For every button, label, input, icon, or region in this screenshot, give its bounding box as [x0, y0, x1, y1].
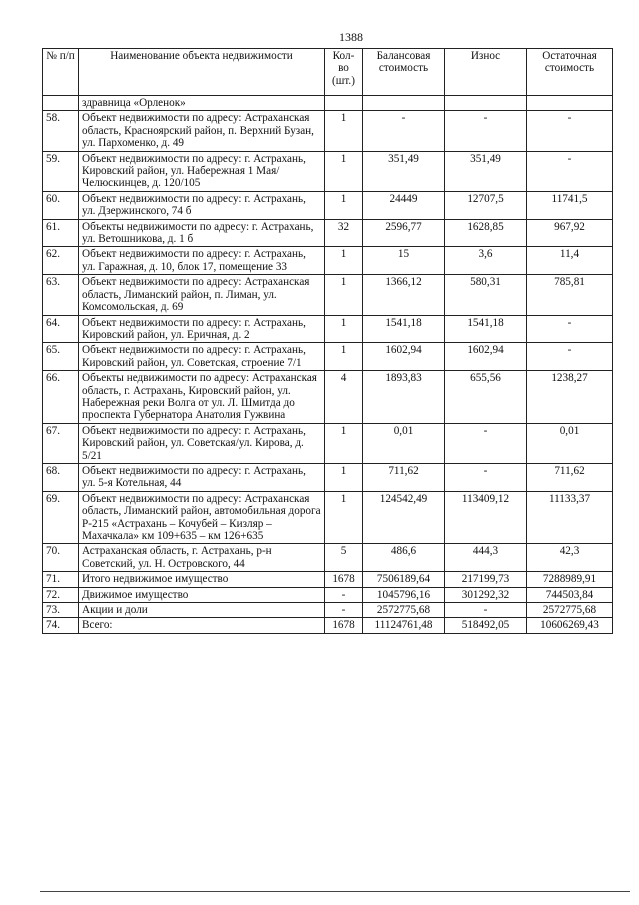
cell-qty: 1 — [325, 491, 363, 544]
cell-balance: 711,62 — [363, 463, 445, 491]
cell-wear: 655,56 — [445, 371, 527, 424]
cell-qty: 1 — [325, 275, 363, 315]
cell-qty: 32 — [325, 219, 363, 247]
cell-wear: 351,49 — [445, 151, 527, 191]
cell-no: 69. — [43, 491, 79, 544]
cell-name: Объект недвижимости по адресу: Астраханская область, Красноярский район, п. Верхний Бузан, ул. Пархоменко, д. 49 — [79, 111, 325, 151]
cell-balance: 351,49 — [363, 151, 445, 191]
cell-name: Объект недвижимости по адресу: г. Астрахань, Кировский район, ул. Советская/ул. Кирова, д. 5/21 — [79, 423, 325, 463]
cell-no: 64. — [43, 315, 79, 343]
cell-balance: 1366,12 — [363, 275, 445, 315]
cell-residual: 0,01 — [527, 423, 613, 463]
cell-qty: 1 — [325, 191, 363, 219]
cell-qty: 1 — [325, 111, 363, 151]
property-table — [42, 48, 613, 634]
cell-wear: - — [445, 463, 527, 491]
cell-name: Объект недвижимости по адресу: г. Астрахань, Кировский район, ул. Еричная, д. 2 — [79, 315, 325, 343]
cell-no: 67. — [43, 423, 79, 463]
cell-qty: 1 — [325, 247, 363, 275]
cell-qty: 1 — [325, 343, 363, 371]
cell-residual: - — [527, 151, 613, 191]
cell-balance: 24449 — [363, 191, 445, 219]
table-row — [43, 371, 613, 424]
cell-residual: 967,92 — [527, 219, 613, 247]
cell-name: Астраханская область, г. Астрахань, р-н Советский, ул. Н. Островского, 44 — [79, 544, 325, 572]
cell-name: Объекты недвижимости по адресу: г. Астрахань, ул. Ветошникова, д. 1 б — [79, 219, 325, 247]
cell-residual: 785,81 — [527, 275, 613, 315]
table-row — [43, 423, 613, 463]
table-row — [43, 111, 613, 151]
cell-residual: 11741,5 — [527, 191, 613, 219]
cell-wear: 444,3 — [445, 544, 527, 572]
table-row — [43, 151, 613, 191]
header-name: Наименование объекта недвижимости — [79, 49, 325, 96]
cell-residual: 711,62 — [527, 463, 613, 491]
cell-balance: 1541,18 — [363, 315, 445, 343]
table-header-row — [43, 49, 613, 96]
cell-no: 65. — [43, 343, 79, 371]
cell-qty: 1 — [325, 423, 363, 463]
cell-balance: 124542,49 — [363, 491, 445, 544]
continuation-text: здравница «Орленок» — [79, 96, 325, 111]
cell-residual: 1238,27 — [527, 371, 613, 424]
cell-no: 61. — [43, 219, 79, 247]
cell-residual: - — [527, 315, 613, 343]
cell-qty: 1 — [325, 151, 363, 191]
cell-wear: 1602,94 — [445, 343, 527, 371]
cell-wear: - — [445, 603, 527, 618]
cell-residual: 10606269,43 — [527, 618, 613, 633]
cell-balance: 2596,77 — [363, 219, 445, 247]
header-wear: Износ — [445, 49, 527, 96]
cell-wear: 518492,05 — [445, 618, 527, 633]
cell-no: 73. — [43, 603, 79, 618]
cell-no: 63. — [43, 275, 79, 315]
cell-name: Итого недвижимое имущество — [79, 572, 325, 587]
cell-wear: 580,31 — [445, 275, 527, 315]
header-qty: Кол-во (шт.) — [325, 49, 363, 96]
cell-balance: 1893,83 — [363, 371, 445, 424]
table-row — [43, 247, 613, 275]
cell-qty: 1 — [325, 463, 363, 491]
cell-name: Акции и доли — [79, 603, 325, 618]
cell-residual: - — [527, 111, 613, 151]
cell-no: 68. — [43, 463, 79, 491]
cell-name: Объект недвижимости по адресу: Астраханская область, Лиманский район, автомобильная дорога Р-215 «Астрахань – Кочубей – Кизляр – Махачкала» км 109+635 – км 126+635 — [79, 491, 325, 544]
cell-qty: - — [325, 587, 363, 602]
header-no: № п/п — [43, 49, 79, 96]
table-row — [43, 618, 613, 633]
cell-residual: 2572775,68 — [527, 603, 613, 618]
table-row — [43, 275, 613, 315]
page-number: 1388 — [339, 30, 363, 44]
cell-qty: 5 — [325, 544, 363, 572]
table-row — [43, 491, 613, 544]
cell-no: 66. — [43, 371, 79, 424]
table-row — [43, 544, 613, 572]
cell-qty: 4 — [325, 371, 363, 424]
cell-name: Объект недвижимости по адресу: Астраханская область, Лиманский район, п. Лиман, ул. Комсомольская, д. 69 — [79, 275, 325, 315]
cell-name: Объект недвижимости по адресу: г. Астрахань, ул. Гаражная, д. 10, блок 17, помещение 33 — [79, 247, 325, 275]
cell-no: 70. — [43, 544, 79, 572]
continuation-row — [43, 96, 613, 111]
cell-wear: 1541,18 — [445, 315, 527, 343]
cell-qty: - — [325, 603, 363, 618]
cell-balance: - — [363, 111, 445, 151]
cell-qty: 1 — [325, 315, 363, 343]
cell-name: Объект недвижимости по адресу: г. Астрахань, ул. 5-я Котельная, 44 — [79, 463, 325, 491]
cell-residual: 42,3 — [527, 544, 613, 572]
cell-no: 62. — [43, 247, 79, 275]
cell-balance: 1045796,16 — [363, 587, 445, 602]
cell-wear: - — [445, 111, 527, 151]
table-row — [43, 603, 613, 618]
table-row — [43, 315, 613, 343]
cell-name: Объект недвижимости по адресу: г. Астрахань, ул. Дзержинского, 74 б — [79, 191, 325, 219]
table-row — [43, 463, 613, 491]
cell-no: 59. — [43, 151, 79, 191]
cell-balance: 7506189,64 — [363, 572, 445, 587]
cell-name: Движимое имущество — [79, 587, 325, 602]
cell-wear: - — [445, 423, 527, 463]
cell-name: Всего: — [79, 618, 325, 633]
cell-wear: 12707,5 — [445, 191, 527, 219]
cell-balance: 486,6 — [363, 544, 445, 572]
table-row — [43, 219, 613, 247]
cell-balance: 15 — [363, 247, 445, 275]
cell-wear: 217199,73 — [445, 572, 527, 587]
cell-residual: 11133,37 — [527, 491, 613, 544]
table-row — [43, 191, 613, 219]
table-row — [43, 572, 613, 587]
cell-name: Объекты недвижимости по адресу: Астраханская область, г. Астрахань, Кировский район, ул. Набережная реки Волга от ул. Л. Шмитда до проспекта Губернатора Анатолия Гужвина — [79, 371, 325, 424]
cell-wear: 113409,12 — [445, 491, 527, 544]
cell-residual: - — [527, 343, 613, 371]
cell-qty: 1678 — [325, 572, 363, 587]
cell-name: Объект недвижимости по адресу: г. Астрахань, Кировский район, ул. Набережная 1 Мая/Челюскинцев, д. 120/105 — [79, 151, 325, 191]
cell-balance: 2572775,68 — [363, 603, 445, 618]
cell-qty: 1678 — [325, 618, 363, 633]
table-row — [43, 587, 613, 602]
header-balance: Балансовая стоимость — [363, 49, 445, 96]
cell-no: 74. — [43, 618, 79, 633]
cell-balance: 11124761,48 — [363, 618, 445, 633]
cell-residual: 744503,84 — [527, 587, 613, 602]
cell-wear: 3,6 — [445, 247, 527, 275]
table-row — [43, 343, 613, 371]
cell-wear: 301292,32 — [445, 587, 527, 602]
cell-no: 72. — [43, 587, 79, 602]
cell-no: 71. — [43, 572, 79, 587]
bottom-rule — [40, 891, 630, 892]
cell-no: 60. — [43, 191, 79, 219]
cell-no: 58. — [43, 111, 79, 151]
cell-residual: 11,4 — [527, 247, 613, 275]
header-residual: Остаточная стоимость — [527, 49, 613, 96]
cell-wear: 1628,85 — [445, 219, 527, 247]
cell-balance: 1602,94 — [363, 343, 445, 371]
cell-residual: 7288989,91 — [527, 572, 613, 587]
cell-balance: 0,01 — [363, 423, 445, 463]
cell-name: Объект недвижимости по адресу: г. Астрахань, Кировский район, ул. Советская, строение 7/1 — [79, 343, 325, 371]
